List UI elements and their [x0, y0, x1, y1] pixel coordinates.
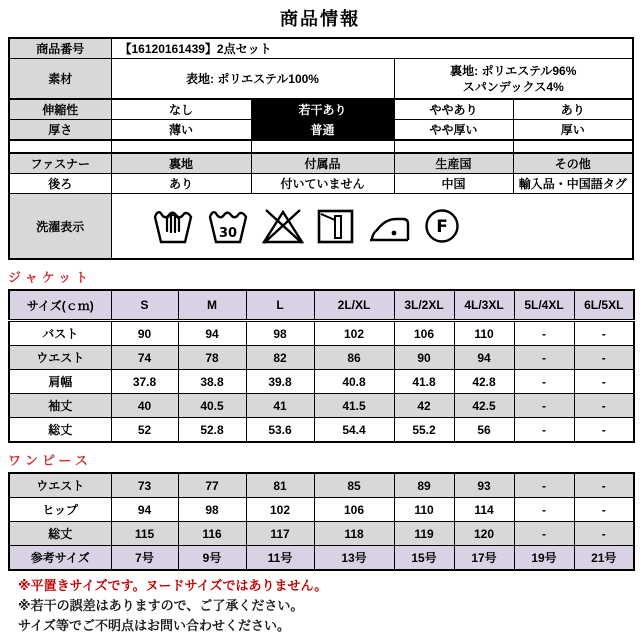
size-value: 21号: [574, 546, 634, 571]
material-label: 素材: [9, 59, 111, 100]
size-value: 117: [246, 522, 314, 546]
size-value: -: [514, 522, 574, 546]
size-value: 73: [111, 473, 178, 498]
size-value: 74: [111, 346, 178, 370]
size-value: 39.8: [246, 370, 314, 394]
size-row: [9, 546, 634, 571]
size-value: 94: [178, 321, 246, 346]
stretch-option: なし: [111, 99, 251, 120]
size-value: 11号: [246, 546, 314, 571]
stretch-option-selected: 若干あり: [251, 99, 394, 120]
stretch-label: 伸縮性: [9, 99, 111, 120]
size-value: 9号: [178, 546, 246, 571]
size-value: 42: [394, 394, 454, 418]
size-value: 78: [178, 346, 246, 370]
size-value: -: [574, 346, 634, 370]
size-column-header: 4L/3XL: [454, 290, 514, 321]
dress-size-table: [8, 472, 635, 571]
size-value: 115: [111, 522, 178, 546]
size-value: 7号: [111, 546, 178, 571]
size-column-header: 2L/XL: [314, 290, 394, 321]
size-value: 94: [111, 498, 178, 522]
attr-value-country: 中国: [394, 174, 513, 194]
material-outer-value: 表地: ポリエステル100%: [111, 59, 394, 100]
attr-header-country: 生産国: [394, 153, 513, 174]
attr-value-accessories: 付いていません: [251, 174, 394, 194]
size-row: [9, 522, 634, 546]
size-value: 52.8: [178, 418, 246, 443]
size-value: 118: [314, 522, 394, 546]
size-value: -: [574, 522, 634, 546]
size-value: 86: [314, 346, 394, 370]
material-lining-line1: 裏地: ポリエステル96%: [450, 63, 577, 78]
dry-clean-f-icon: [421, 206, 463, 246]
size-value: -: [574, 418, 634, 443]
size-row: [9, 321, 634, 346]
size-value: 40.8: [314, 370, 394, 394]
size-value: -: [574, 394, 634, 418]
size-value: 94: [454, 346, 514, 370]
row-label: 参考サイズ: [9, 546, 111, 571]
size-value: 85: [314, 473, 394, 498]
row-label: 総丈: [9, 418, 111, 443]
attr-value-other: 輸入品・中国語タグ: [513, 174, 633, 194]
size-column-header: L: [246, 290, 314, 321]
size-value: 77: [178, 473, 246, 498]
size-value: 15号: [394, 546, 454, 571]
size-column-header: 6L/5XL: [574, 290, 634, 321]
laundry-icons: [114, 206, 631, 246]
attr-header-other: その他: [513, 153, 633, 174]
size-value: 102: [246, 498, 314, 522]
thickness-label: 厚さ: [9, 120, 111, 141]
note-line: サイズ等でご不明点はお問い合わせください。: [18, 618, 290, 633]
size-value: 42.5: [454, 394, 514, 418]
size-column-header: M: [178, 290, 246, 321]
size-value: 102: [314, 321, 394, 346]
machine-wash-30-icon: [205, 206, 251, 246]
size-row: [9, 370, 634, 394]
size-value: 98: [178, 498, 246, 522]
size-column-header: 5L/4XL: [514, 290, 574, 321]
size-value: -: [514, 370, 574, 394]
size-value: 90: [394, 346, 454, 370]
size-value: 56: [454, 418, 514, 443]
size-value: 81: [246, 473, 314, 498]
row-label: ウエスト: [9, 346, 111, 370]
size-value: 120: [454, 522, 514, 546]
thickness-option: やや厚い: [394, 120, 513, 141]
thickness-option: 厚い: [513, 120, 633, 141]
size-value: 55.2: [394, 418, 454, 443]
laundry-symbols-cell: [111, 194, 633, 260]
hand-wash-icon: [150, 206, 196, 246]
size-value: 41.8: [394, 370, 454, 394]
attr-value-fastener: 後ろ: [9, 174, 111, 194]
note-line: ※平置きサイズです。ヌードサイズではありません。: [18, 578, 328, 593]
row-label: 袖丈: [9, 394, 111, 418]
size-value: 40.5: [178, 394, 246, 418]
size-value: -: [574, 473, 634, 498]
size-column-header: サイズ(ｃｍ): [9, 290, 111, 321]
product-info-page: [0, 5, 640, 636]
product-number-value: 【16120161439】2点セット: [111, 38, 633, 59]
wash-label: 洗濯表示: [9, 194, 111, 260]
size-value: 116: [178, 522, 246, 546]
size-value: -: [574, 498, 634, 522]
size-row: [9, 394, 634, 418]
row-label: 総丈: [9, 522, 111, 546]
size-value: 106: [394, 321, 454, 346]
size-value: -: [514, 394, 574, 418]
attr-value-lining: あり: [111, 174, 251, 194]
stretch-option: ややあり: [394, 99, 513, 120]
size-value: 37.8: [111, 370, 178, 394]
svg-text:30: 30: [218, 226, 237, 241]
info-table: [8, 37, 634, 260]
do-not-bleach-icon: [260, 206, 306, 246]
row-label: 肩幅: [9, 370, 111, 394]
size-value: 13号: [314, 546, 394, 571]
size-value: -: [514, 346, 574, 370]
size-value: 41: [246, 394, 314, 418]
svg-text:F: F: [435, 217, 448, 237]
size-value: 41.5: [314, 394, 394, 418]
size-value: -: [514, 473, 574, 498]
attr-header-accessories: 付属品: [251, 153, 394, 174]
size-value: -: [514, 418, 574, 443]
size-value: 40: [111, 394, 178, 418]
size-value: 17号: [454, 546, 514, 571]
size-value: 114: [454, 498, 514, 522]
thickness-option-selected: 普通: [251, 120, 394, 141]
size-column-header: 3L/2XL: [394, 290, 454, 321]
size-value: 52: [111, 418, 178, 443]
size-value: 119: [394, 522, 454, 546]
size-value: -: [574, 321, 634, 346]
attr-header-fastener: ファスナー: [9, 153, 111, 174]
page-title: 商品情報: [280, 9, 360, 29]
jacket-size-table: [8, 289, 635, 443]
size-value: 98: [246, 321, 314, 346]
dress-heading: ワンピース: [8, 453, 92, 468]
stretch-option: あり: [513, 99, 633, 120]
note-line: ※若干の誤差はありますので、ご了承ください。: [18, 598, 304, 613]
row-label: ヒップ: [9, 498, 111, 522]
size-row: [9, 473, 634, 498]
size-value: -: [574, 370, 634, 394]
separator-row: [9, 140, 633, 153]
size-value: -: [514, 321, 574, 346]
size-column-header: S: [111, 290, 178, 321]
size-row: [9, 418, 634, 443]
size-value: 82: [246, 346, 314, 370]
product-number-label: 商品番号: [9, 38, 111, 59]
iron-one-dot-icon: [366, 206, 412, 246]
size-row: [9, 346, 634, 370]
size-value: 19号: [514, 546, 574, 571]
size-value: -: [514, 498, 574, 522]
size-value: 89: [394, 473, 454, 498]
material-lining-value: [394, 59, 633, 100]
size-value: 93: [454, 473, 514, 498]
thickness-option: 薄い: [111, 120, 251, 141]
size-value: 42.8: [454, 370, 514, 394]
row-label: バスト: [9, 321, 111, 346]
size-value: 110: [454, 321, 514, 346]
attr-header-lining: 裏地: [111, 153, 251, 174]
material-lining-line2: スパンデックス4%: [462, 79, 564, 94]
size-value: 106: [314, 498, 394, 522]
size-value: 90: [111, 321, 178, 346]
size-value: 53.6: [246, 418, 314, 443]
line-dry-icon: [315, 206, 357, 246]
row-label: ウエスト: [9, 473, 111, 498]
size-value: 54.4: [314, 418, 394, 443]
size-value: 110: [394, 498, 454, 522]
size-row: [9, 498, 634, 522]
size-value: 38.8: [178, 370, 246, 394]
jacket-heading: ジャケット: [8, 270, 93, 285]
notes: [18, 576, 632, 636]
